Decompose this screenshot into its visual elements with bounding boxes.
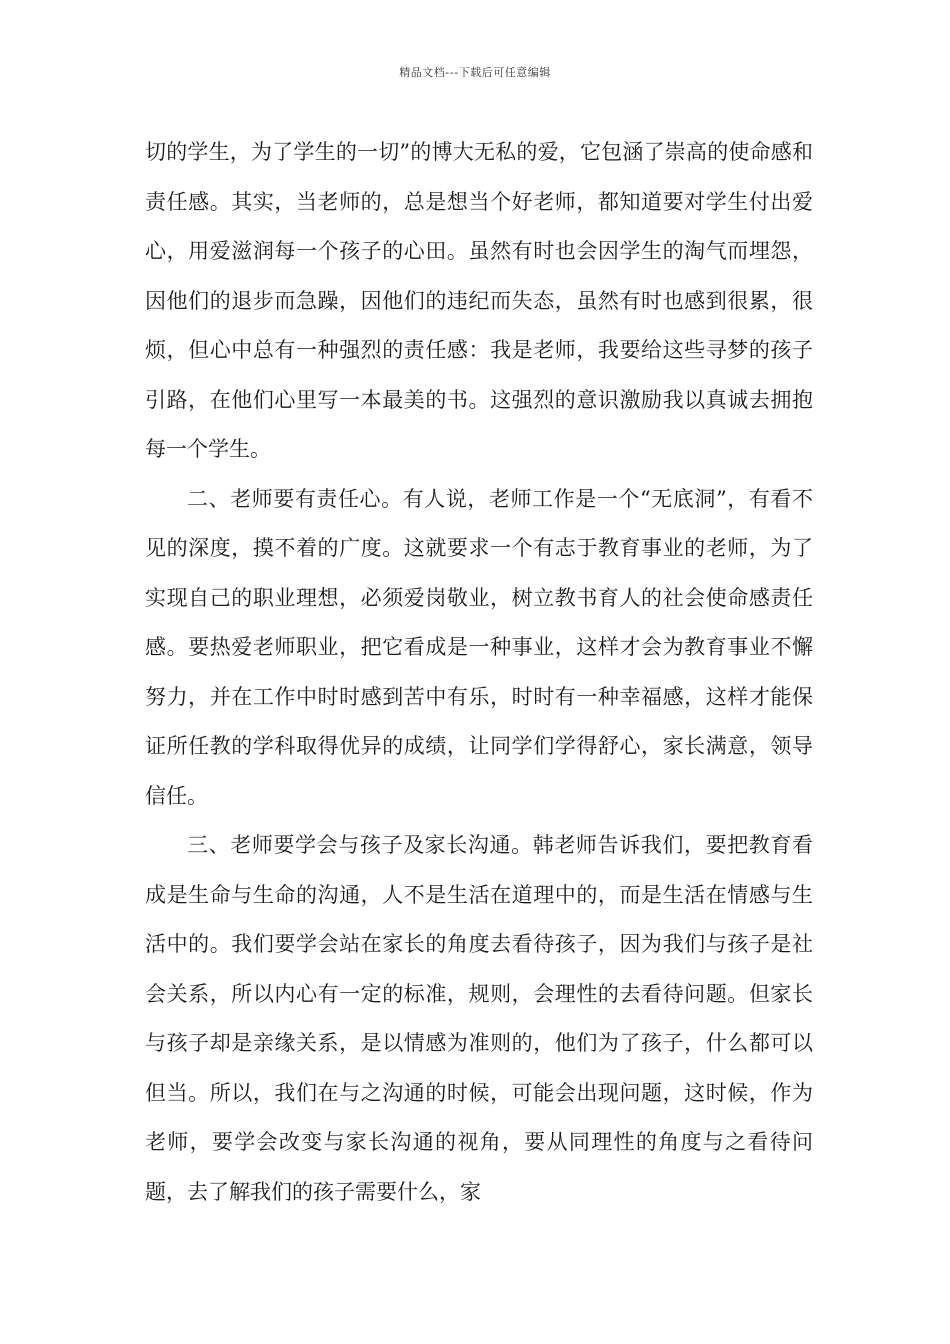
page-header: 精品文档---下载后可任意编辑: [399, 66, 551, 79]
document-body: [145, 128, 813, 1217]
paragraph-3: 三、老师要学会与孩子及家长沟通。韩老师告诉我们，要把教育看成是生命与生命的沟通，人不是生活在道理中的，而是生活在情感与生活中的。我们要学会站在家长的角度去看待孩子，因为我们与孩子是社会关系，所以内心有一定的标准，规则，会理性的去看待问题。但家长与孩子却是亲缘关系，是以情感为准则的，他们为了孩子，什么都可以但当。所以，我们在与之沟通的时候，可能会出现问题，这时候，作为老师，要学会改变与家长沟通的视角，要从同理性的角度与之看待问题，去了解我们的孩子需要什么，家: [145, 833, 813, 1204]
paragraph-2: 二、老师要有责任心。有人说，老师工作是一个“无底洞”，有看不见的深度，摸不着的广度。这就要求一个有志于教育事业的老师，为了实现自己的职业理想，必须爱岗敬业，树立教书育人的社会使命感责任感。要热爱老师职业，把它看成是一种事业，这样才会为教育事业不懈努力，并在工作中时时感到苦中有乐，时时有一种幸福感，这样才能保证所任教的学科取得优异的成绩，让同学们学得舒心，家长满意，领导信任。: [145, 486, 813, 808]
paragraph-1: 切的学生，为了学生的一切”的博大无私的爱，它包涵了崇高的使命感和责任感。其实，当老师的，总是想当个好老师，都知道要对学生付出爱心，用爱滋润每一个孩子的心田。虽然有时也会因学生的淘气而埋怨，因他们的退步而急躁，因他们的违纪而失态，虽然有时也感到很累，很烦，但心中总有一种强烈的责任感：我是老师，我要给这些寻梦的孩子引路，在他们心里写一本最美的书。这强烈的意识激励我以真诚去拥抱每一个学生。: [145, 140, 813, 461]
